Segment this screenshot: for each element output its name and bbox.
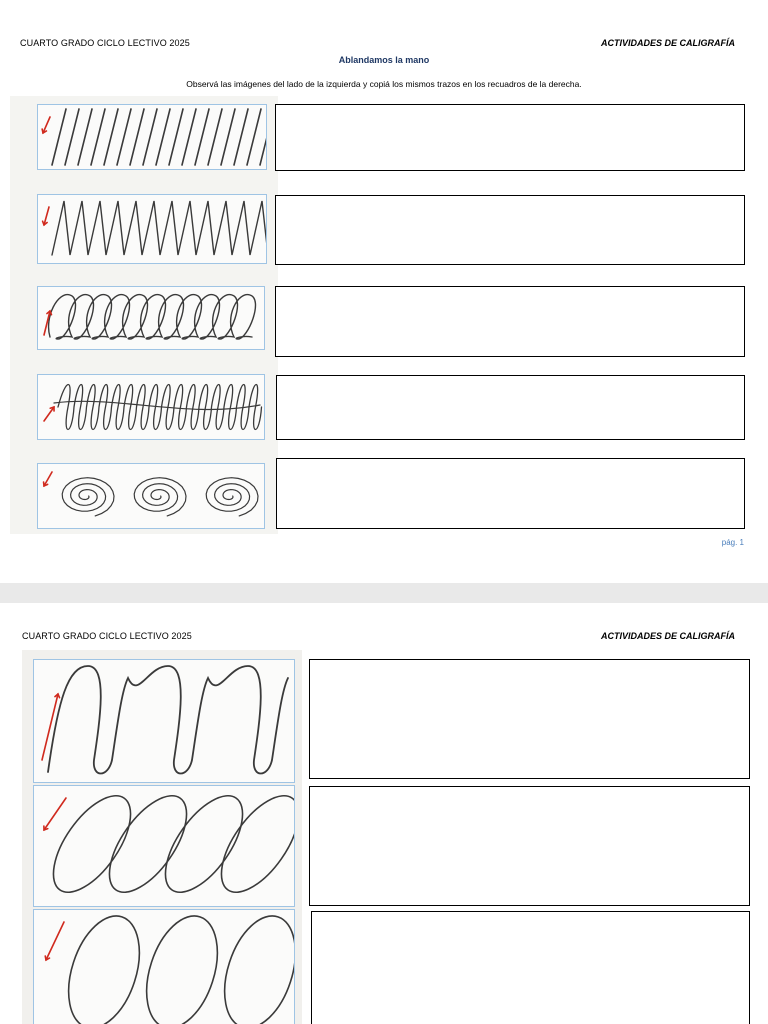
stroke-oval	[39, 786, 146, 905]
practice-box-6[interactable]	[309, 659, 750, 779]
stroke-line	[169, 109, 183, 165]
stroke-line	[156, 109, 170, 165]
header-activity: ACTIVIDADES DE CALIGRAFÍA	[600, 38, 735, 48]
stroke-line	[65, 109, 79, 165]
header-grade: CUARTO GRADO CICLO LECTIVO 2025	[20, 38, 190, 48]
direction-arrow-icon	[44, 407, 54, 421]
page-title: Ablandamos la mano	[338, 55, 430, 65]
example-upright-ovals	[33, 909, 295, 1024]
example-tall-waves	[33, 659, 295, 783]
stroke-line	[78, 109, 92, 165]
stroke-loop	[49, 295, 256, 339]
stroke-line	[234, 109, 248, 165]
stroke-spiral	[134, 478, 186, 516]
stroke-line	[221, 109, 235, 165]
page-number: pág. 1	[721, 538, 744, 547]
instruction-text: Observá las imágenes del lado de la izquierda y copiá los mismos trazos en los recuadros de la derecha.	[186, 79, 582, 89]
example-loops	[37, 286, 265, 350]
practice-box-4[interactable]	[276, 375, 745, 440]
stroke-line	[143, 109, 157, 165]
example-zigzag	[37, 194, 267, 264]
stroke-zigzag	[52, 201, 266, 255]
stroke-line	[260, 109, 266, 165]
stroke-oval	[207, 786, 294, 905]
stroke-line	[182, 109, 196, 165]
example-diagonal-lines	[37, 104, 267, 170]
direction-arrow-icon	[46, 922, 64, 960]
practice-box-1[interactable]	[275, 104, 745, 171]
stroke-line	[130, 109, 144, 165]
stroke-oval	[151, 786, 258, 905]
stroke-line	[52, 109, 66, 165]
example-figure-eight-chain	[37, 374, 265, 440]
practice-box-3[interactable]	[275, 286, 745, 357]
stroke-line	[104, 109, 118, 165]
practice-box-8[interactable]	[311, 911, 750, 1024]
stroke-baseline	[54, 401, 260, 409]
stroke-oval	[56, 910, 153, 1024]
stroke-oval	[212, 910, 294, 1024]
header-grade: CUARTO GRADO CICLO LECTIVO 2025	[22, 631, 192, 641]
stroke-line	[247, 109, 261, 165]
page-2	[0, 603, 768, 1024]
stroke-spiral	[206, 478, 258, 516]
direction-arrow-icon	[44, 798, 66, 830]
practice-box-2[interactable]	[275, 195, 745, 265]
stroke-line	[91, 109, 105, 165]
stroke-line	[117, 109, 131, 165]
example-slanted-ovals	[33, 785, 295, 907]
practice-box-5[interactable]	[276, 458, 745, 529]
stroke-line	[208, 109, 222, 165]
stroke-spiral	[62, 478, 114, 516]
example-spirals	[37, 463, 265, 529]
stroke-oval	[134, 910, 231, 1024]
stroke-wave	[48, 666, 288, 774]
stroke-line	[195, 109, 209, 165]
practice-box-7[interactable]	[309, 786, 750, 906]
stroke-oval	[95, 786, 202, 905]
header-activity: ACTIVIDADES DE CALIGRAFÍA	[600, 631, 735, 641]
